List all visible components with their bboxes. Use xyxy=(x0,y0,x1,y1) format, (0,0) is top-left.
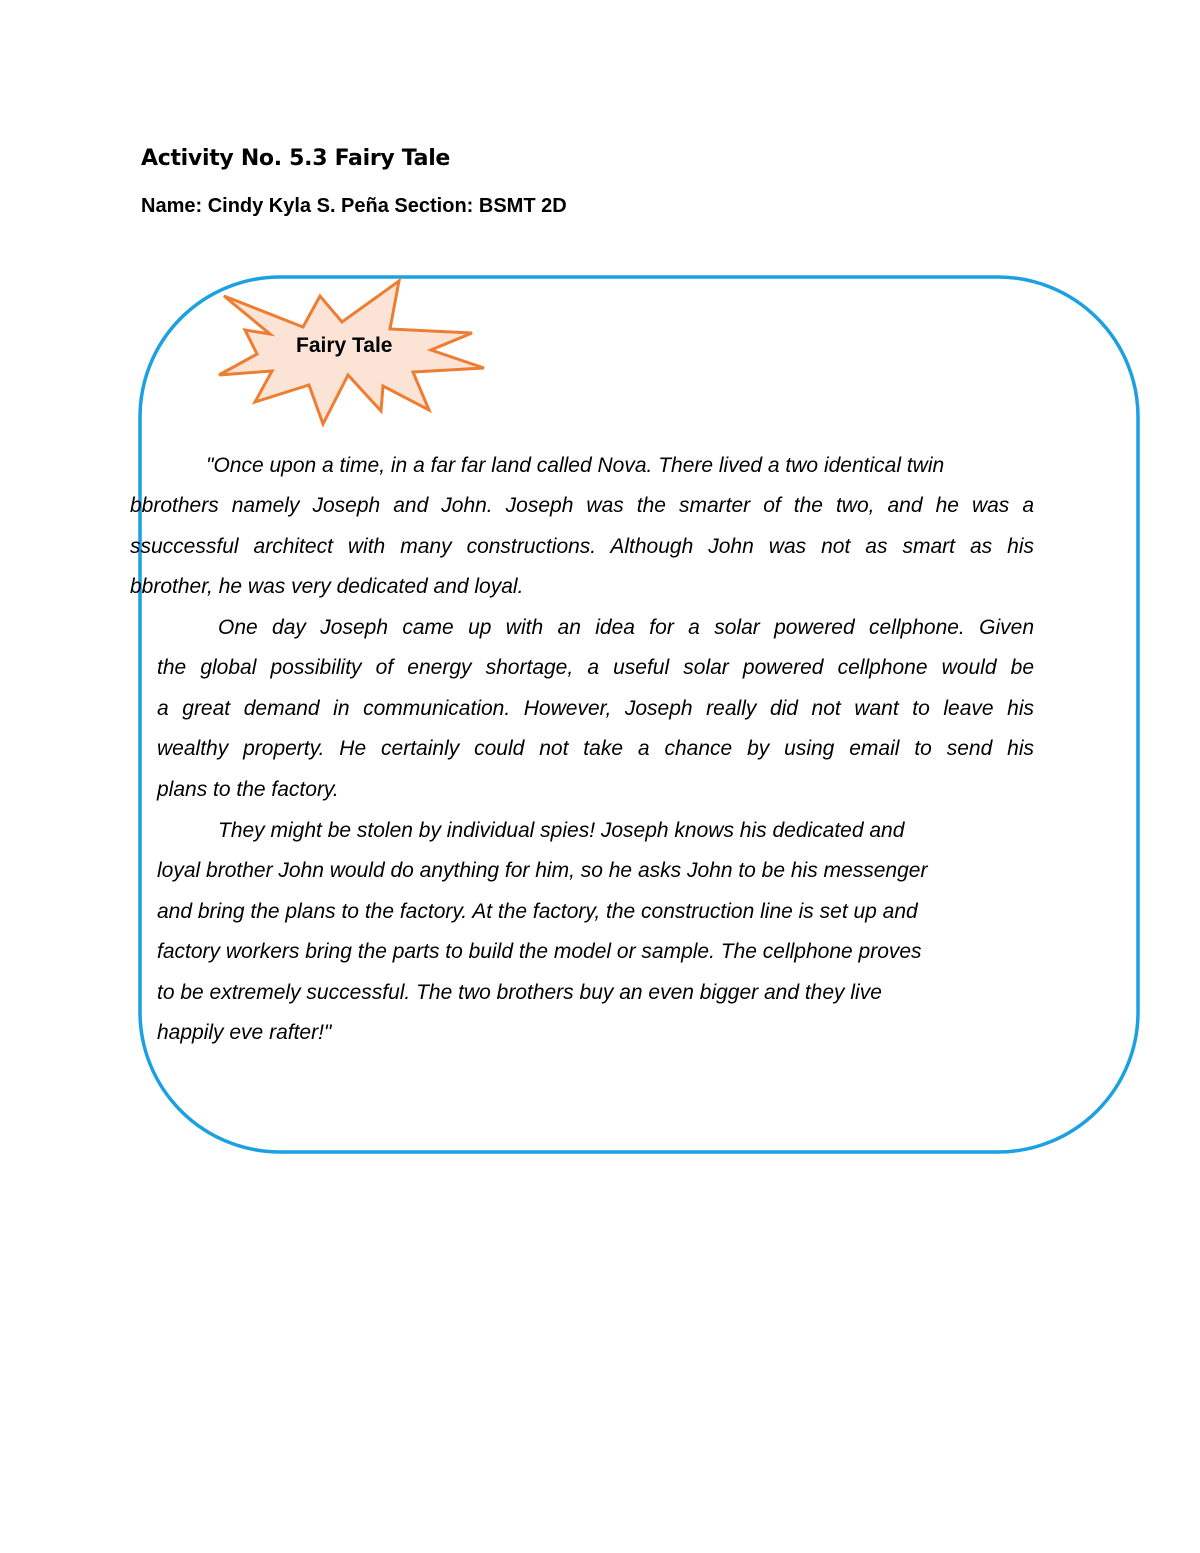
name-section-line: Name: Cindy Kyla S. Peña Section: BSMT 2D xyxy=(141,195,567,217)
story-line: plans to the factory. xyxy=(157,778,339,801)
story-line: to be extremely successful. The two brothers buy an even bigger and they live xyxy=(157,981,882,1004)
story-line: One day Joseph came up with an idea for a solar powered cellphone. Given xyxy=(218,617,1034,639)
story-line: the global possibility of energy shortage, a useful solar powered cellphone would be xyxy=(157,657,1034,679)
story-line: bbrothers namely Joseph and John. Joseph was the smarter of the two, and he was a xyxy=(130,495,1034,517)
story-line: wealthy property. He certainly could not take a chance by using email to send his xyxy=(157,738,1034,760)
story-line: bbrother, he was very dedicated and loyal. xyxy=(130,575,524,598)
story-line: happily eve rafter!" xyxy=(157,1021,332,1044)
story-line: a great demand in communication. However, Joseph really did not want to leave his xyxy=(157,698,1034,720)
story-line: loyal brother John would do anything for him, so he asks John to be his messenger xyxy=(157,859,928,882)
story-line: "Once upon a time, in a far far land called Nova. There lived a two identical twin xyxy=(206,454,945,477)
badge-label: Fairy Tale xyxy=(296,334,393,357)
activity-title: Activity No. 5.3 Fairy Tale xyxy=(141,146,451,171)
story-line: They might be stolen by individual spies! Joseph knows his dedicated and xyxy=(218,819,905,842)
story-line: factory workers bring the parts to build the model or sample. The cellphone proves xyxy=(157,940,922,963)
story-line: and bring the plans to the factory. At the factory, the construction line is set up and xyxy=(157,900,918,923)
story-line: ssuccessful architect with many constructions. Although John was not as smart as his xyxy=(130,536,1034,558)
